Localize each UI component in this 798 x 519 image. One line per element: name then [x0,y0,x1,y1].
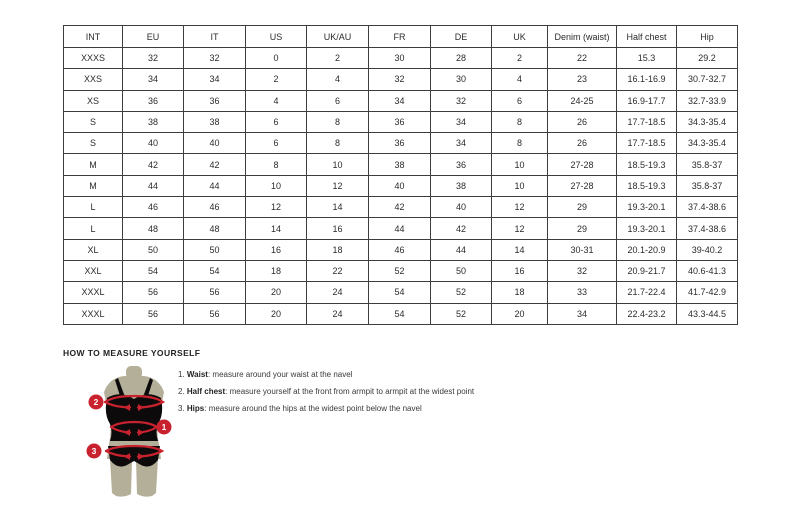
size-cell: 36 [369,111,431,132]
size-cell: 41.7-42.9 [677,282,738,303]
size-cell: 36 [184,90,246,111]
size-cell: 54 [184,260,246,281]
size-cell: 16 [492,260,548,281]
size-cell: 22 [307,260,369,281]
size-cell: 37.4-38.6 [677,218,738,239]
size-cell: XXXS [64,48,123,69]
size-cell: 32 [548,260,617,281]
size-cell: 35.8-37 [677,175,738,196]
size-cell: 19.3-20.1 [617,218,677,239]
size-cell: 36 [431,154,492,175]
table-row [64,303,738,324]
column-header-denim-waist-: Denim (waist) [548,26,617,48]
size-cell: S [64,133,123,154]
size-cell: 50 [123,239,184,260]
table-row [64,197,738,218]
size-cell: 10 [307,154,369,175]
table-row [64,69,738,90]
size-cell: 17.7-18.5 [617,133,677,154]
size-cell: 46 [369,239,431,260]
size-cell: 8 [246,154,307,175]
size-cell: 44 [431,239,492,260]
size-cell: 6 [246,133,307,154]
size-cell: 28 [431,48,492,69]
size-cell: 4 [246,90,307,111]
table-row [64,175,738,196]
size-cell: 10 [492,175,548,196]
size-cell: 4 [492,69,548,90]
size-cell: 20 [492,303,548,324]
size-cell: M [64,154,123,175]
size-cell: 52 [431,303,492,324]
size-cell: 32 [184,48,246,69]
size-cell: 33 [548,282,617,303]
measure-step-hips [178,404,474,413]
size-cell: 40 [184,133,246,154]
size-cell: 52 [369,260,431,281]
column-header-eu: EU [123,26,184,48]
size-cell: 14 [492,239,548,260]
step-label: Waist [186,370,208,379]
size-cell: 56 [123,282,184,303]
size-cell: 18 [307,239,369,260]
column-header-de: DE [431,26,492,48]
size-cell: 14 [307,197,369,218]
size-cell: 32.7-33.9 [677,90,738,111]
size-cell: 39-40.2 [677,239,738,260]
step-number: 3. [178,404,185,413]
size-cell: XXXL [64,303,123,324]
size-cell: 19.3-20.1 [617,197,677,218]
size-cell: 56 [123,303,184,324]
table-row [64,48,738,69]
size-cell: 46 [184,197,246,218]
size-cell: 50 [431,260,492,281]
briefs-garment [108,446,160,467]
size-cell: 32 [123,48,184,69]
size-cell: XXL [64,260,123,281]
size-cell: 42 [431,218,492,239]
size-cell: 34 [369,90,431,111]
size-cell: S [64,111,123,132]
column-header-it: IT [184,26,246,48]
size-cell: 24-25 [548,90,617,111]
size-cell: 12 [246,197,307,218]
size-cell: 2 [492,48,548,69]
size-cell: 42 [123,154,184,175]
size-cell: 22.4-23.2 [617,303,677,324]
table-row [64,218,738,239]
size-cell: 23 [548,69,617,90]
size-cell: 16 [307,218,369,239]
size-cell: 36 [123,90,184,111]
size-chart-table [63,25,738,325]
size-cell: 0 [246,48,307,69]
step-label: Hips [186,404,205,413]
size-chart-header-row [64,26,738,48]
table-row [64,154,738,175]
size-cell: 32 [369,69,431,90]
size-cell: 18 [492,282,548,303]
table-row [64,239,738,260]
badge-3: 3 [91,446,97,456]
size-cell: 22 [548,48,617,69]
size-cell: 26 [548,111,617,132]
size-cell: 34.3-35.4 [677,111,738,132]
size-cell: 20 [246,282,307,303]
size-cell: 37.4-38.6 [677,197,738,218]
size-cell: 10 [492,154,548,175]
size-cell: 38 [369,154,431,175]
size-cell: 34.3-35.4 [677,133,738,154]
size-cell: 21.7-22.4 [617,282,677,303]
table-row [64,260,738,281]
size-cell: 46 [123,197,184,218]
size-cell: 48 [184,218,246,239]
step-text: : measure around the hips at the widest point below the navel [204,404,422,413]
measure-step-half-chest [178,387,474,396]
size-cell: 8 [492,111,548,132]
size-cell: 18 [246,260,307,281]
size-cell: 44 [184,175,246,196]
size-cell: 38 [431,175,492,196]
table-row [64,90,738,111]
size-cell: 15.3 [617,48,677,69]
size-cell: 8 [492,133,548,154]
badge-2: 2 [93,397,99,407]
size-cell: XS [64,90,123,111]
size-cell: 36 [369,133,431,154]
table-row [64,282,738,303]
size-cell: 27-28 [548,154,617,175]
size-cell: XL [64,239,123,260]
size-cell: 6 [246,111,307,132]
size-cell: 34 [123,69,184,90]
size-cell: 42 [369,197,431,218]
column-header-us: US [246,26,307,48]
size-cell: L [64,218,123,239]
column-header-fr: FR [369,26,431,48]
size-cell: 12 [307,175,369,196]
size-cell: 40 [431,197,492,218]
size-cell: 6 [307,90,369,111]
size-cell: 40.6-41.3 [677,260,738,281]
badge-1: 1 [161,422,167,432]
size-cell: 29 [548,197,617,218]
size-cell: 30-31 [548,239,617,260]
size-cell: 24 [307,282,369,303]
step-label: Half chest [186,387,226,396]
size-cell: 38 [184,111,246,132]
size-cell: 6 [492,90,548,111]
size-cell: 29 [548,218,617,239]
size-cell: 35.8-37 [677,154,738,175]
size-cell: 16.9-17.7 [617,90,677,111]
size-cell: 24 [307,303,369,324]
size-cell: 14 [246,218,307,239]
size-cell: 43.3-44.5 [677,303,738,324]
size-cell: 50 [184,239,246,260]
size-cell: 27-28 [548,175,617,196]
size-cell: 2 [246,69,307,90]
size-cell: 10 [246,175,307,196]
step-number: 1. [178,370,185,379]
size-cell: 20 [246,303,307,324]
size-cell: 32 [431,90,492,111]
column-header-hip: Hip [677,26,738,48]
size-chart [63,25,737,325]
size-cell: 52 [431,282,492,303]
size-cell: 38 [123,111,184,132]
size-cell: 26 [548,133,617,154]
step-text: : measure yourself at the front from armpit to armpit at the widest point [225,387,475,396]
size-cell: 16.1-16.9 [617,69,677,90]
size-cell: 34 [431,111,492,132]
size-cell: 16 [246,239,307,260]
size-cell: XXS [64,69,123,90]
column-header-uk-au: UK/AU [307,26,369,48]
table-row [64,111,738,132]
size-cell: 34 [184,69,246,90]
size-cell: 20.9-21.7 [617,260,677,281]
table-row [64,133,738,154]
size-cell: 30 [369,48,431,69]
size-cell: 54 [369,303,431,324]
size-cell: 54 [369,282,431,303]
size-cell: 40 [369,175,431,196]
size-cell: 18.5-19.3 [617,175,677,196]
size-cell: 34 [548,303,617,324]
size-cell: 34 [431,133,492,154]
size-cell: 12 [492,197,548,218]
column-header-half-chest: Half chest [617,26,677,48]
size-cell: 30 [431,69,492,90]
size-cell: 44 [123,175,184,196]
size-cell: 8 [307,133,369,154]
measure-step-waist [178,370,474,379]
size-cell: 44 [369,218,431,239]
column-header-uk: UK [492,26,548,48]
size-cell: 48 [123,218,184,239]
measure-steps-list [178,370,474,421]
size-cell: 12 [492,218,548,239]
size-cell: 18.5-19.3 [617,154,677,175]
size-cell: 40 [123,133,184,154]
size-cell: 56 [184,282,246,303]
size-cell: 2 [307,48,369,69]
size-cell: L [64,197,123,218]
size-cell: 56 [184,303,246,324]
size-cell: 30.7-32.7 [677,69,738,90]
size-cell: 17.7-18.5 [617,111,677,132]
column-header-int: INT [64,26,123,48]
size-cell: M [64,175,123,196]
size-cell: 42 [184,154,246,175]
size-cell: 4 [307,69,369,90]
size-cell: 54 [123,260,184,281]
size-cell: 20.1-20.9 [617,239,677,260]
measure-section-title: HOW TO MEASURE YOURSELF [63,348,201,358]
size-cell: 29.2 [677,48,738,69]
size-cell: 8 [307,111,369,132]
size-cell: XXXL [64,282,123,303]
step-number: 2. [178,387,185,396]
step-text: : measure around your waist at the navel [207,370,353,379]
